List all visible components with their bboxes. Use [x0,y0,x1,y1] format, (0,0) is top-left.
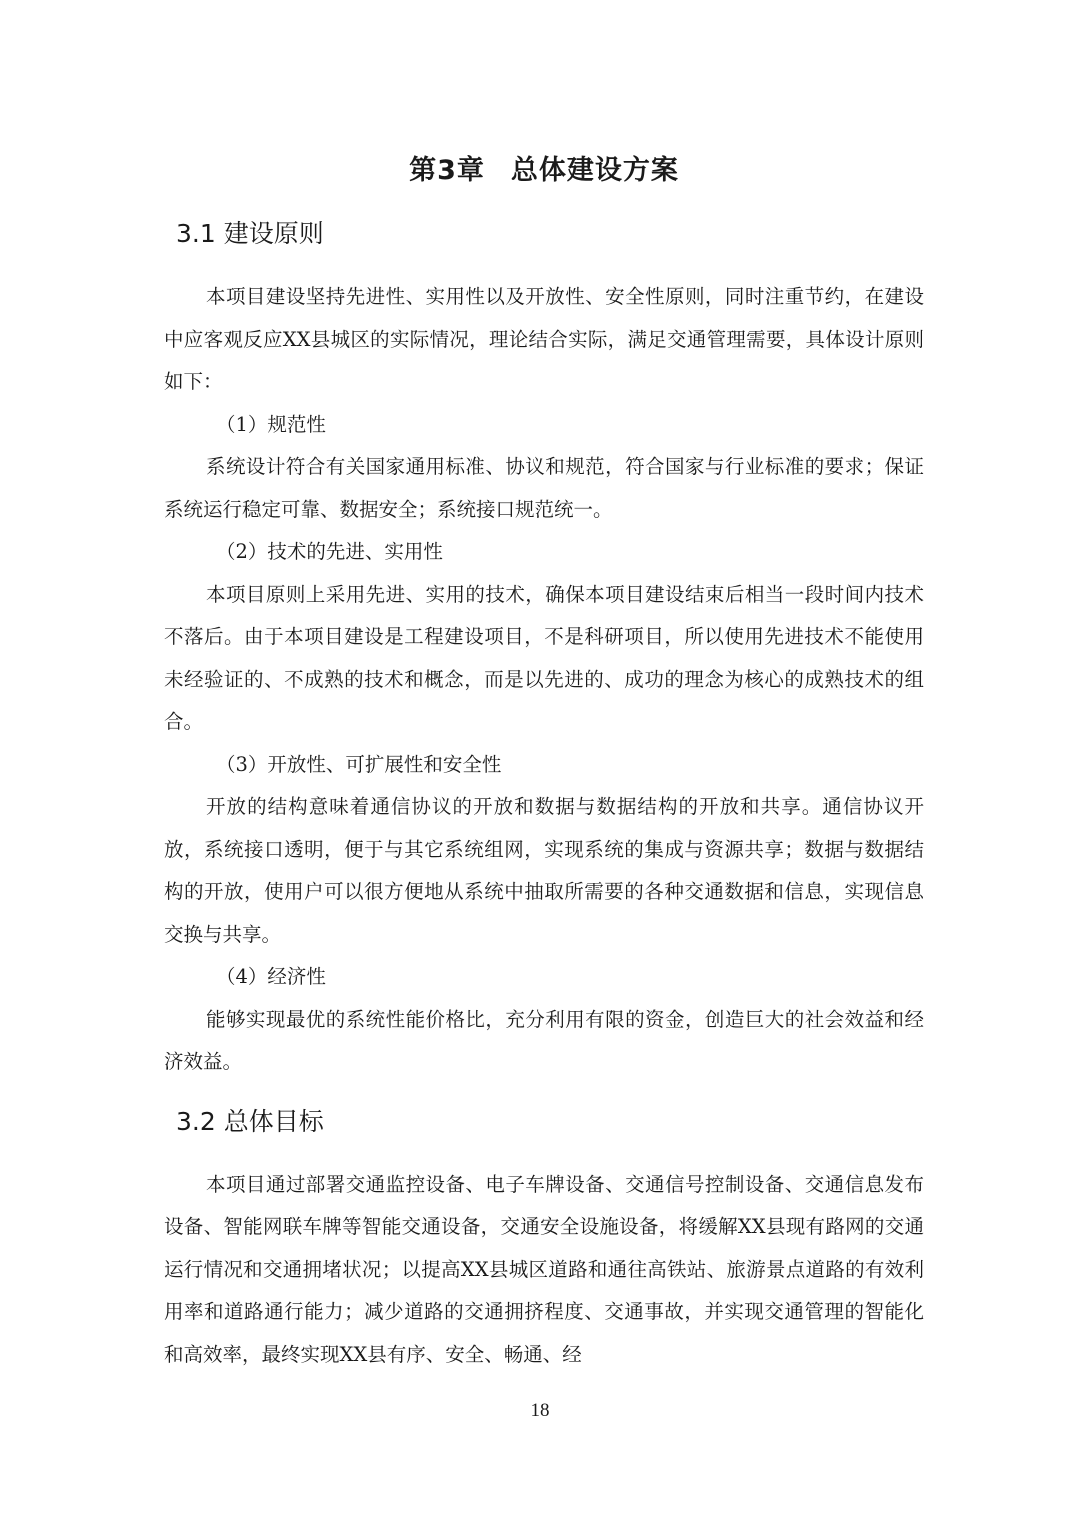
principle-label: （1）规范性 [216,412,326,436]
chapter-name: 总体建设方案 [510,155,679,186]
chapter-title [164,140,924,202]
principle-label: （4）经济性 [216,965,326,988]
principle-paragraph: 能够实现最优的系统性能价格比，充分利用有限的资金，创造巨大的社会效益和经济效益。 [164,1007,924,1073]
section-heading: 3.1 建设原则 [176,219,324,248]
principle-paragraph: 开放的结构意味着通信协议的开放和数据与数据结构的开放和共享。通信协议开放，系统接口透明，便于与其它系统组网，实现系统的集成与资源共享；数据与数据结构的开放，使用户可以很方便地从系统中抽取所需要的各种交通数据和信息，实现信息交换与共享。 [164,795,924,946]
principle-label: （2）技术的先进、实用性 [216,540,443,563]
chapter-number: 第3章 [409,155,485,186]
principle-paragraph: 系统设计符合有关国家通用标准、协议和规范，符合国家与行业标准的要求；保证系统运行稳定可靠、数据安全；系统接口规范统一。 [164,455,924,521]
section-intro-paragraph: 本项目通过部署交通监控设备、电子车牌设备、交通信号控制设备、交通信息发布设备、智能网联车牌等智能交通设备，交通安全设施设备，将缓解XX县现有路网的交通运行情况和交通拥堵状况；以提高XX县城区道路和通往高铁站、旅游景点道路的有效利用率和道路通行能力；减少道路的交通拥挤程度、交通事故，并实现交通管理的智能化和高效率，最终实现XX县有序、安全、畅通、经 [164,1172,924,1366]
page-number: 18 [530,1400,550,1421]
section-heading: 3.2 总体目标 [176,1106,324,1136]
page-content [164,140,924,1376]
principle-label: （3）开放性、可扩展性和安全性 [216,752,502,776]
section-intro-paragraph: 本项目建设坚持先进性、实用性以及开放性、安全性原则，同时注重节约，在建设中应客观反应XX县城区的实际情况，理论结合实际，满足交通管理需要，具体设计原则如下： [164,285,924,393]
principle-paragraph: 本项目原则上采用先进、实用的技术，确保本项目建设结束后相当一段时间内技术不落后。由于本项目建设是工程建设项目，不是科研项目，所以使用先进技术不能使用未经验证的、不成熟的技术和概念，而是以先进的、成功的理念为核心的成熟技术的组合。 [164,582,924,733]
